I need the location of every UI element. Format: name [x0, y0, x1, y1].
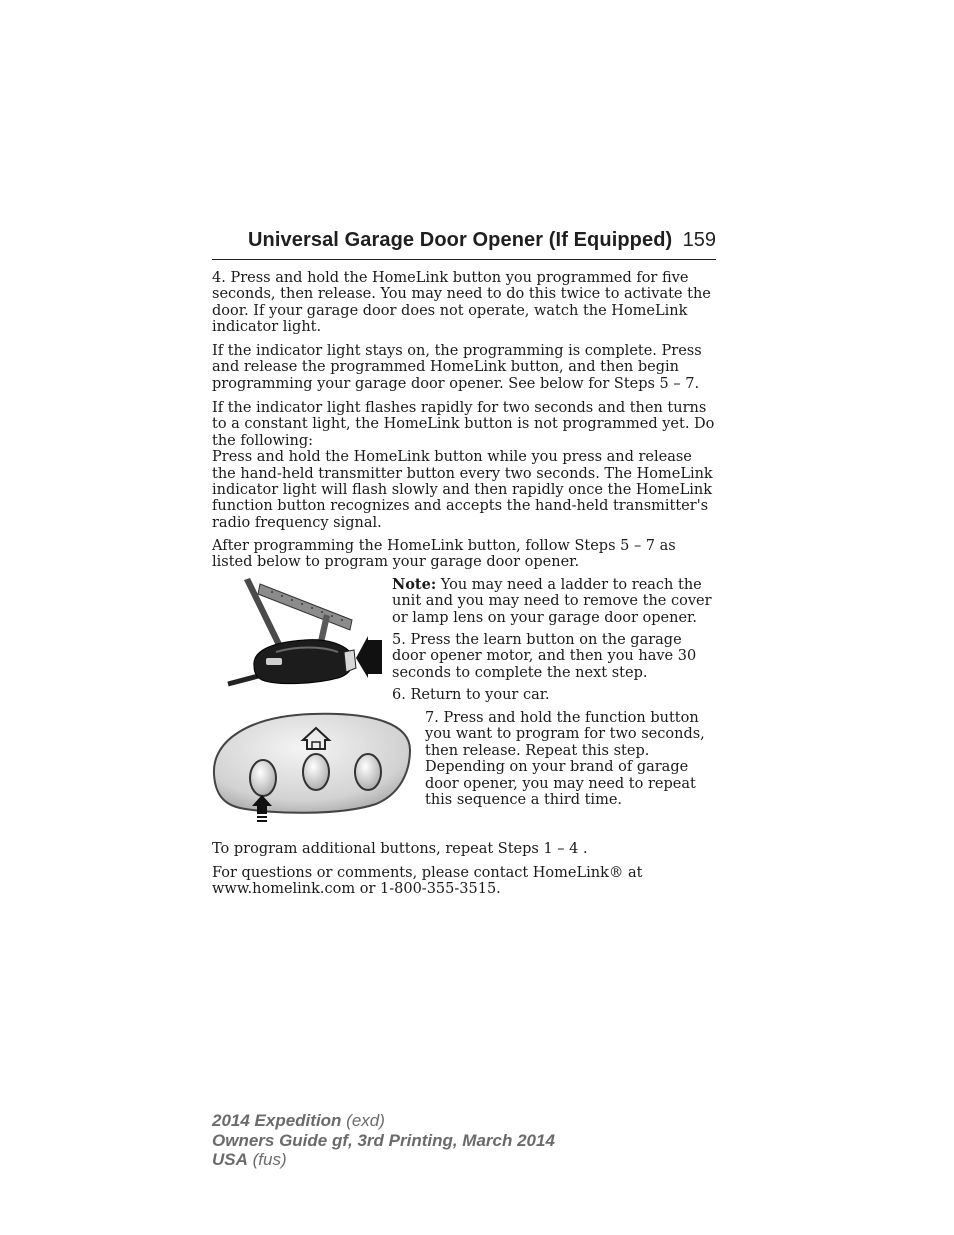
paragraph-step4	[212, 270, 718, 336]
opener-rail	[258, 584, 352, 630]
homelink-button-2	[303, 754, 329, 790]
contact-details: www.homelink.com or 1-800-355-3515.	[212, 881, 501, 898]
footer-guide: Owners Guide gf, 3rd Printing, March 2014	[212, 1130, 555, 1150]
page-header	[212, 229, 716, 260]
contact-text: For questions or comments, please contact HomeLink® at	[212, 865, 643, 881]
step7-text: 7. Press and hold the function button you want to program for two seconds, then release. Repeat this step. Depending on your brand of garage door opener, you may need to repeat this sequence a third time.	[425, 710, 705, 809]
learn-button	[344, 650, 356, 672]
footer-model: 2014 Expedition (exd)	[212, 1111, 385, 1130]
after-programming-text: After programming the HomeLink button, follow Steps 5 – 7 as listed below to program your garage door opener.	[212, 538, 676, 571]
note-label: Note:	[392, 576, 437, 593]
light-on-text: If the indicator light stays on, the programming is complete. Press and release the programmed HomeLink button, and then begin programming your garage door opener. See below for Steps 5 – 7.	[212, 343, 702, 392]
paragraph-step6	[392, 687, 712, 703]
additional-buttons-text: To program additional buttons, repeat Steps 1 – 4 .	[212, 841, 588, 857]
footer-region: USA (fus)	[212, 1150, 287, 1169]
step5-text: 5. Press the learn button on the garage door opener motor, and then you have 30 seconds to complete the next step.	[392, 632, 697, 681]
step4-text: 4. Press and hold the HomeLink button you programmed for five seconds, then release. You may need to do this twice to activate the door. If your garage door does not operate, watch the HomeLink indicator light.	[212, 270, 711, 336]
page-footer	[212, 1111, 555, 1170]
paragraph-additional-buttons	[212, 841, 716, 857]
step6-text: 6. Return to your car.	[392, 687, 550, 703]
homelink-button-1	[250, 760, 276, 796]
press-hold-text: Press and hold the HomeLink button while you press and release the hand-held transmitter button every two seconds. The HomeLink indicator light will flash slowly and then rapidly once the HomeLink function button recognizes and accepts the hand-held transmitter's radio frequency signal.	[212, 449, 713, 531]
arrow-left-icon	[356, 636, 382, 678]
paragraph-step5	[392, 632, 712, 681]
paragraph-step7	[425, 710, 717, 808]
homelink-button-3	[355, 754, 381, 790]
note-text: You may need a ladder to reach the unit and you may need to remove the cover or lamp lens on your garage door opener.	[392, 577, 712, 626]
homelink-panel-illustration	[210, 712, 412, 824]
page-number: 159	[682, 229, 716, 251]
paragraph-after-programming	[212, 538, 702, 571]
light-flashes-text: If the indicator light flashes rapidly for two seconds and then turns to a constant light, the HomeLink button is not programmed yet. Do the following:	[212, 400, 715, 449]
section-title: Universal Garage Door Opener (If Equipped)	[248, 229, 673, 251]
paragraph-light-flashes	[212, 400, 716, 531]
paragraph-contact	[212, 865, 716, 898]
housing-label	[266, 658, 282, 665]
note-paragraph	[392, 577, 718, 626]
garage-opener-motor-illustration	[226, 578, 386, 690]
paragraph-light-on	[212, 343, 718, 392]
